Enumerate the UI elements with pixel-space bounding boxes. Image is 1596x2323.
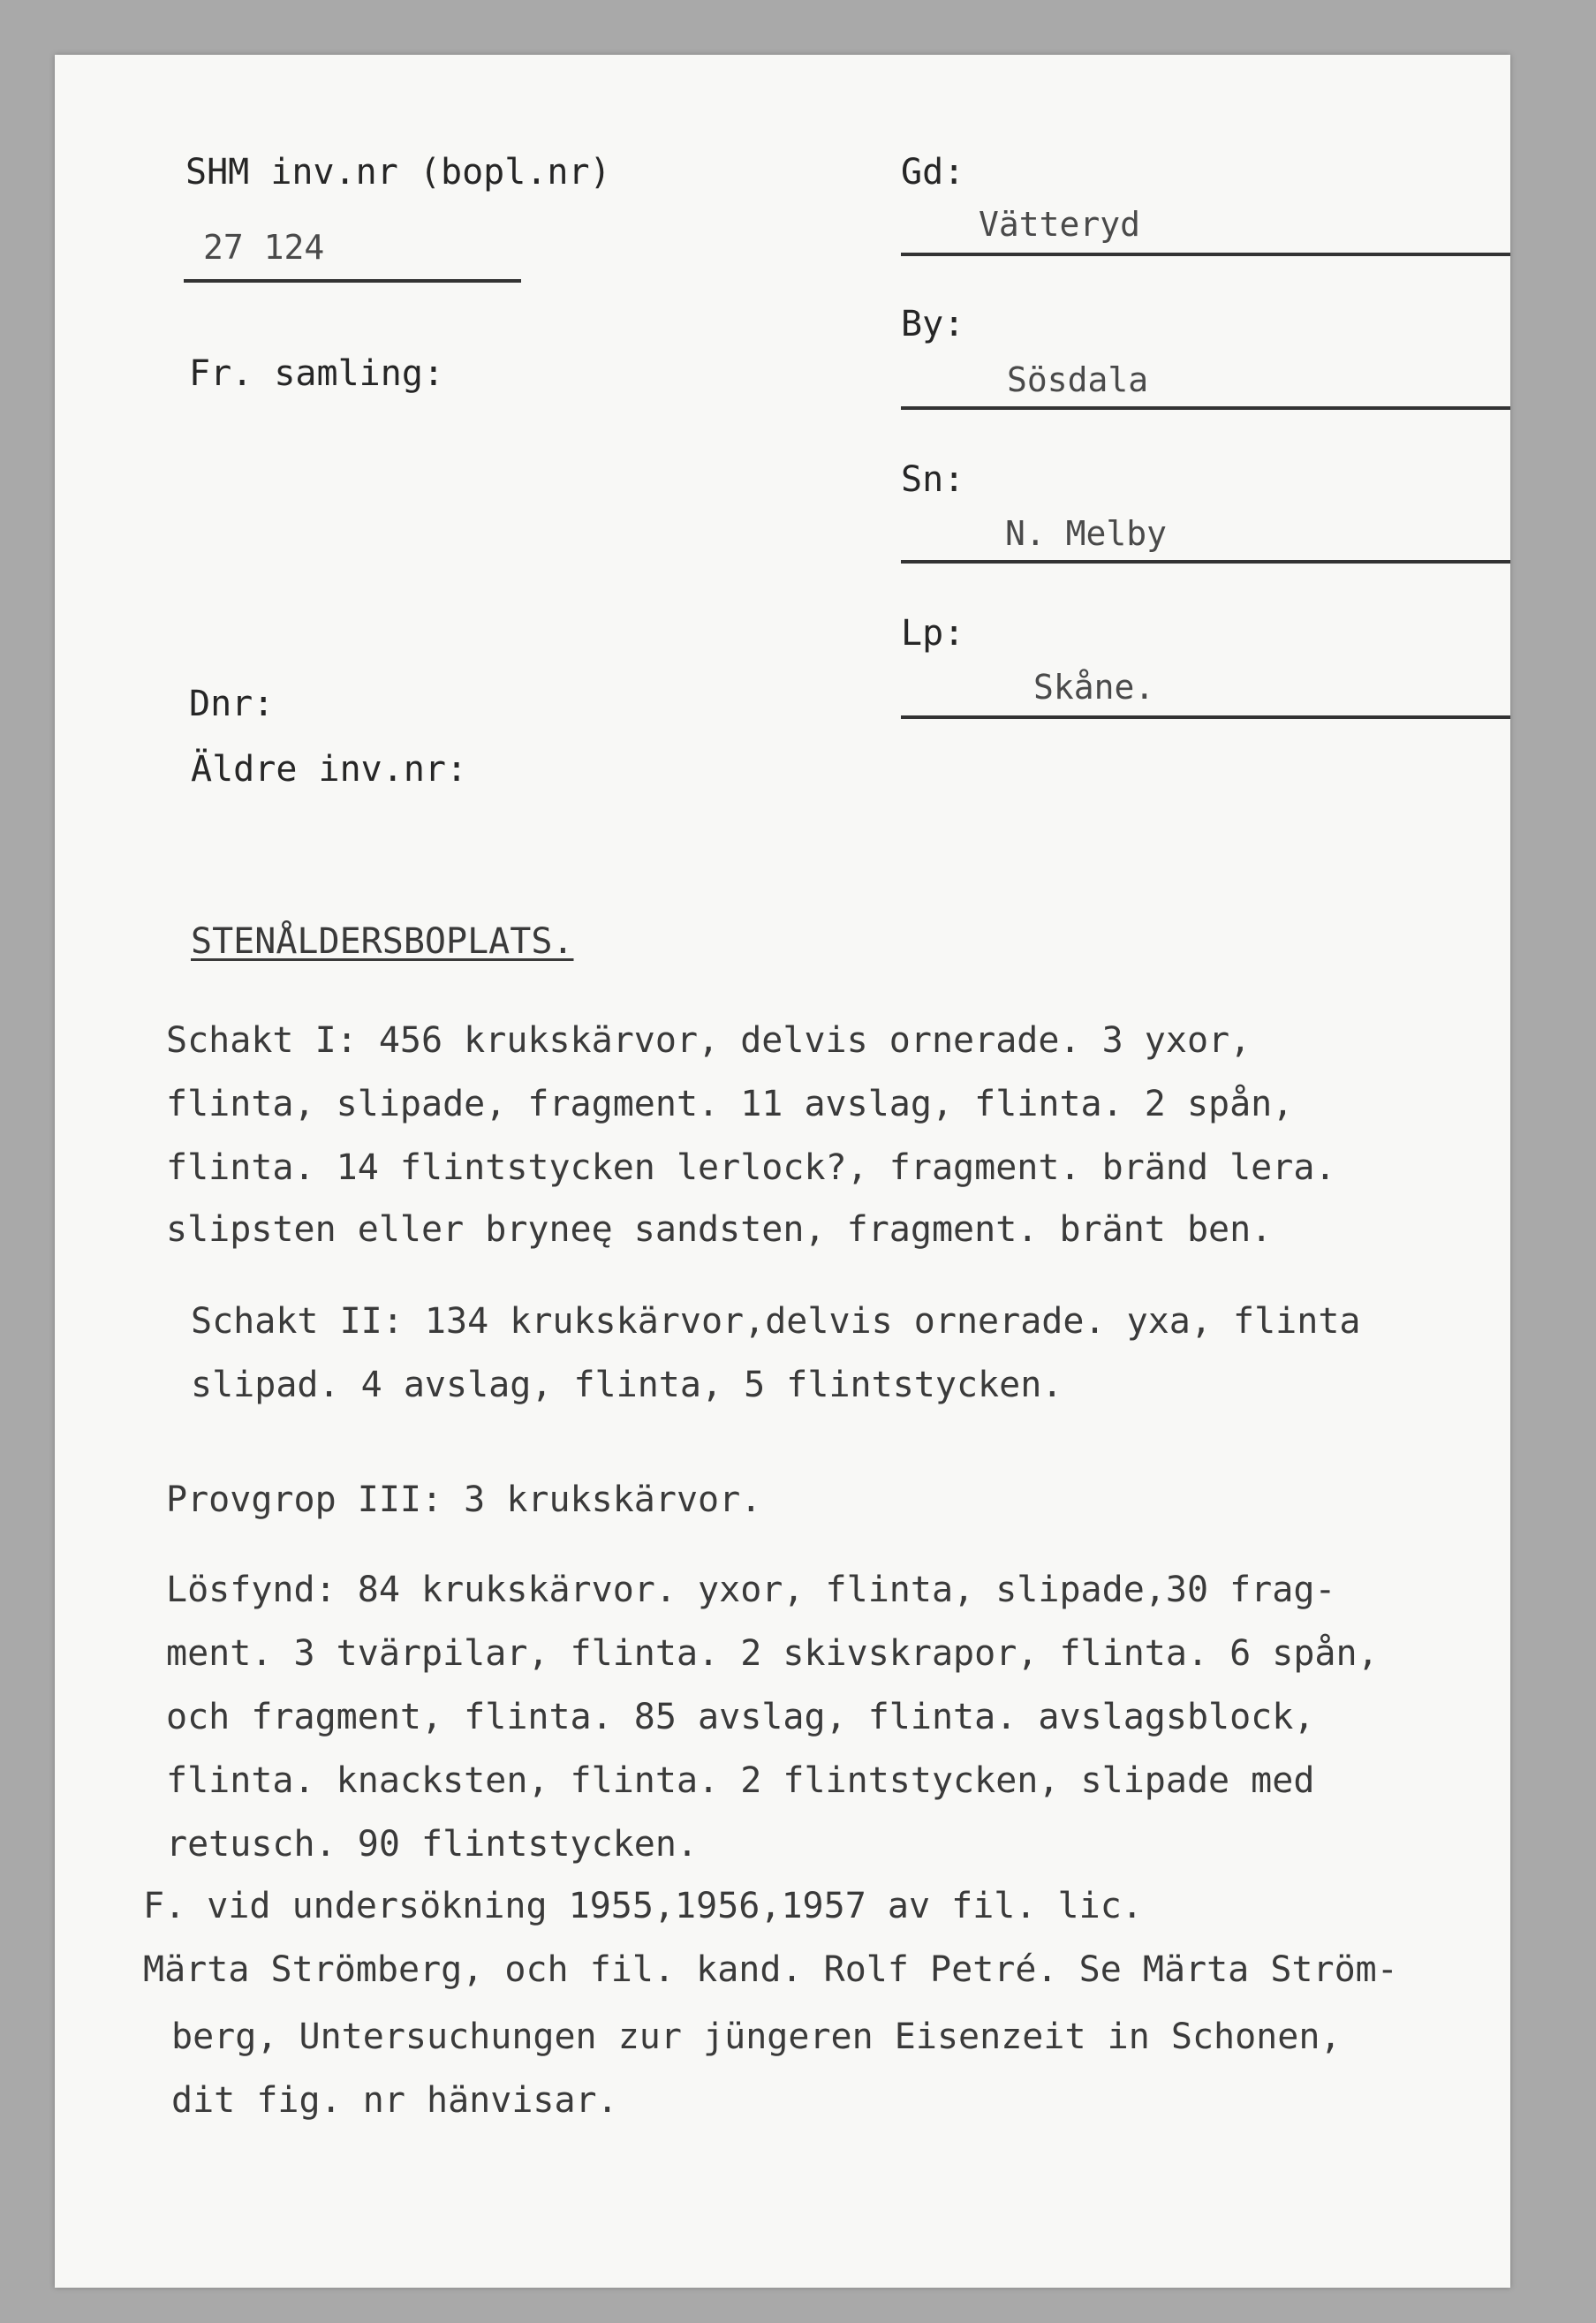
lp-label: Lp:	[901, 613, 965, 654]
text-line: retusch. 90 flintstycken.	[166, 1824, 699, 1865]
section-title: STENÅLDERSBOPLATS.	[191, 921, 574, 962]
text-line: Märta Strömberg, och fil. kand. Rolf Petré. Se Märta Ström-	[143, 1949, 1398, 1990]
by-label: By:	[901, 304, 965, 344]
sn-rule	[901, 560, 1510, 564]
text-line: Provgrop III: 3 krukskärvor.	[166, 1479, 762, 1520]
sn-value: N. Melby	[1005, 514, 1168, 553]
text-line: Lösfynd: 84 krukskärvor. yxor, flinta, slipade,30 frag-	[166, 1570, 1336, 1610]
text-line: slipsten eller bryneę sandsten, fragment. bränt ben.	[166, 1209, 1273, 1250]
shm-inv-rule	[184, 279, 521, 283]
lp-value: Skåne.	[1033, 668, 1155, 707]
text-line: F. vid undersökning 1955,1956,1957 av fil. lic.	[143, 1886, 1143, 1926]
text-line: och fragment, flinta. 85 avslag, flinta. avslagsblock,	[166, 1697, 1315, 1737]
text-line: flinta. knacksten, flinta. 2 flintstycken, slipade med	[166, 1760, 1315, 1801]
text-line: ment. 3 tvärpilar, flinta. 2 skivskrapor, flinta. 6 spån,	[166, 1633, 1379, 1674]
catalog-card	[55, 55, 1510, 2288]
by-rule	[901, 406, 1510, 410]
shm-inv-value: 27 124	[203, 228, 325, 267]
by-value: Sösdala	[1007, 360, 1149, 399]
text-line: berg, Untersuchungen zur jüngeren Eisenzeit in Schonen,	[171, 2017, 1342, 2057]
fr-samling-label: Fr. samling:	[189, 353, 444, 394]
aldre-inv-label: Äldre inv.nr:	[191, 749, 468, 790]
gd-rule	[901, 253, 1510, 256]
lp-rule	[901, 715, 1510, 719]
sn-label: Sn:	[901, 459, 965, 500]
gd-value: Vätteryd	[979, 205, 1141, 244]
dnr-label: Dnr:	[189, 684, 275, 724]
text-line: slipad. 4 avslag, flinta, 5 flintstycken.	[191, 1365, 1063, 1405]
text-line: flinta, slipade, fragment. 11 avslag, flinta. 2 spån,	[166, 1084, 1294, 1124]
text-line: Schakt I: 456 krukskärvor, delvis ornerade. 3 yxor,	[166, 1020, 1252, 1061]
shm-inv-label: SHM inv.nr (bopl.nr)	[185, 152, 611, 193]
gd-label: Gd:	[901, 152, 965, 193]
text-line: Schakt II: 134 krukskärvor,delvis ornerade. yxa, flinta	[191, 1301, 1361, 1342]
text-line: flinta. 14 flintstycken lerlock?, fragment. bränd lera.	[166, 1147, 1336, 1188]
text-line: dit fig. nr hänvisar.	[171, 2080, 618, 2121]
